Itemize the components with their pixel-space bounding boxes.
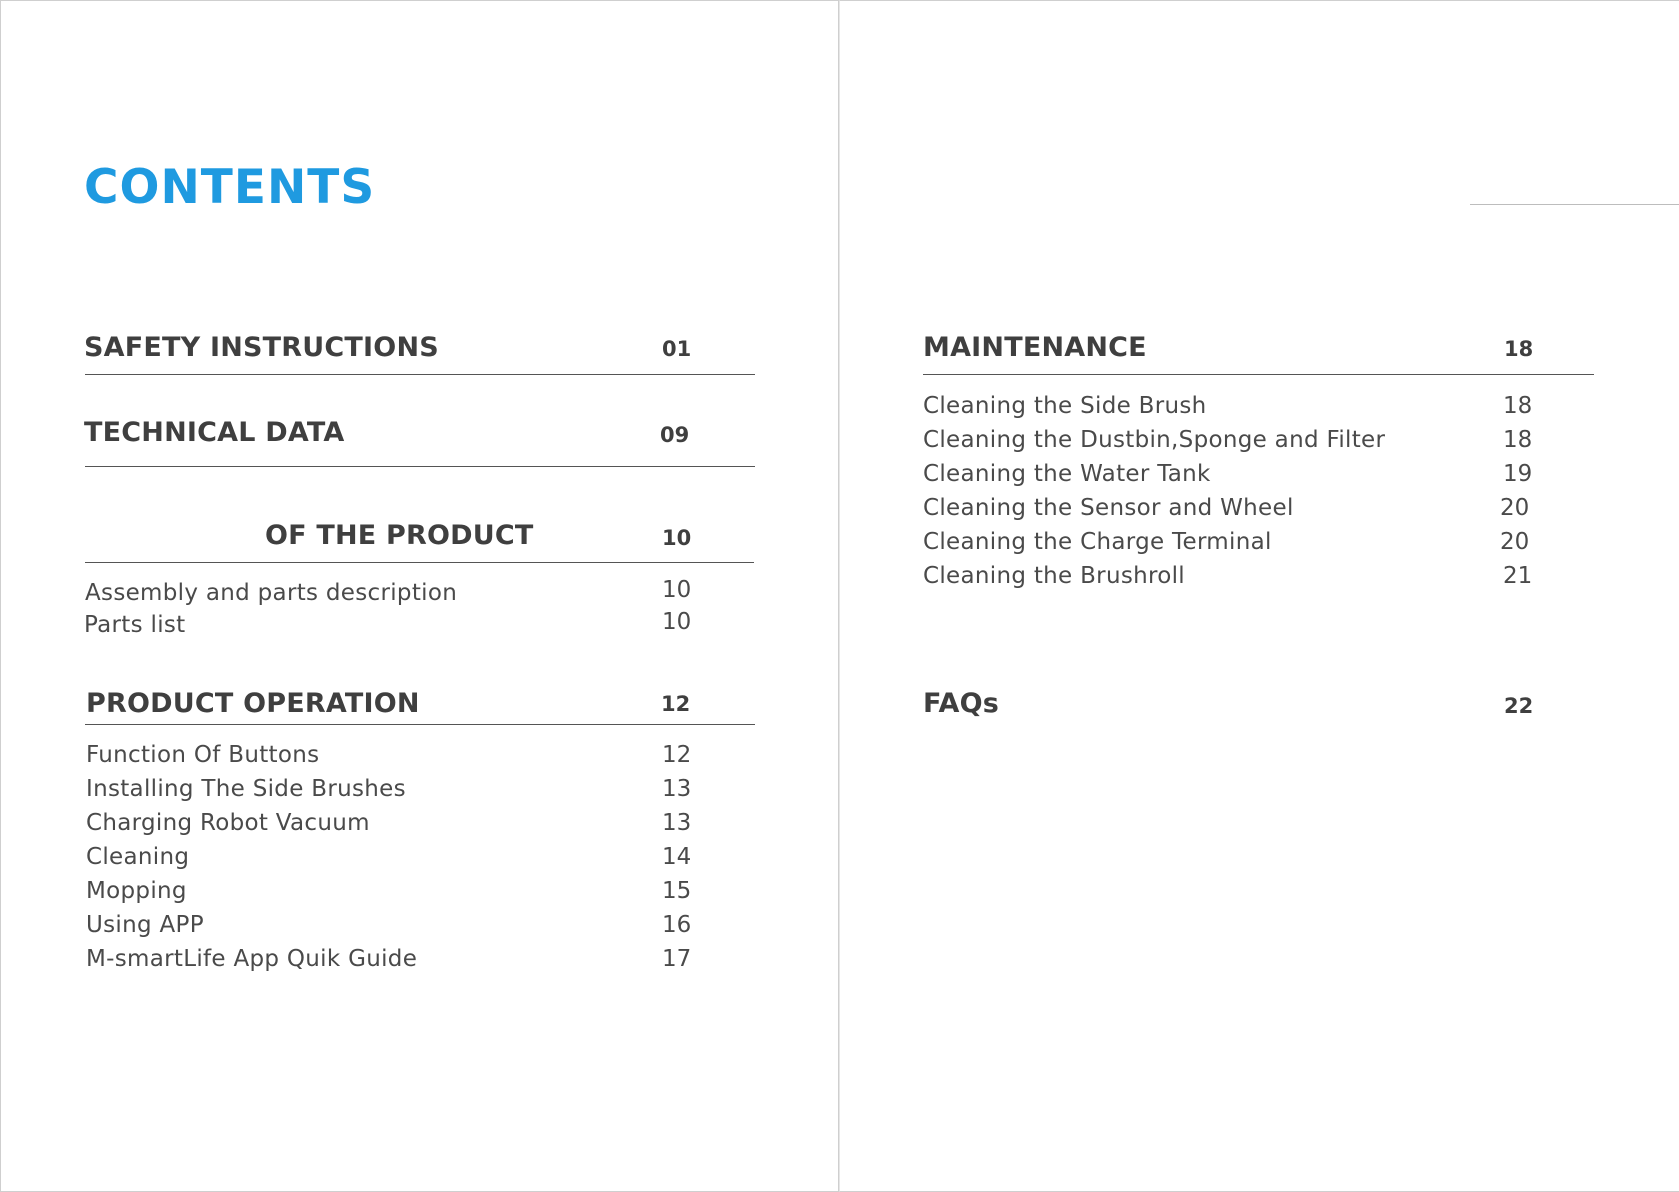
corner-decor-line xyxy=(1470,204,1679,205)
toc-item-cleaning-side-brush[interactable]: Cleaning the Side Brush xyxy=(923,393,1207,419)
toc-item-page: 14 xyxy=(662,844,692,870)
toc-item-page: 21 xyxy=(1503,563,1533,589)
toc-section-operation-page: 12 xyxy=(661,692,691,716)
toc-item-cleaning[interactable]: Cleaning xyxy=(86,844,190,870)
toc-item-page: 17 xyxy=(662,946,692,972)
section-divider xyxy=(85,724,755,725)
toc-section-product-page: 10 xyxy=(662,526,692,550)
toc-item-page: 19 xyxy=(1503,461,1533,487)
section-divider xyxy=(85,466,755,467)
toc-item-page: 16 xyxy=(662,912,692,938)
toc-item-cleaning-water-tank[interactable]: Cleaning the Water Tank xyxy=(923,461,1211,487)
toc-section-technical-page: 09 xyxy=(660,423,690,447)
toc-item-assembly[interactable]: Assembly and parts description xyxy=(85,580,458,606)
toc-item-installing-side-brushes[interactable]: Installing The Side Brushes xyxy=(86,776,406,802)
right-page xyxy=(839,0,1679,1192)
toc-item-function-of-buttons[interactable]: Function Of Buttons xyxy=(86,742,320,768)
toc-section-safety-page: 01 xyxy=(662,337,692,361)
toc-section-product-operation[interactable]: PRODUCT OPERATION xyxy=(86,688,420,719)
toc-section-technical-data[interactable]: TECHNICAL DATA xyxy=(84,417,345,448)
toc-item-page: 15 xyxy=(662,878,692,904)
toc-item-charging-robot-vacuum[interactable]: Charging Robot Vacuum xyxy=(86,810,370,836)
section-divider xyxy=(923,374,1594,375)
toc-item-cleaning-sensor-wheel[interactable]: Cleaning the Sensor and Wheel xyxy=(923,495,1294,521)
toc-item-cleaning-brushroll[interactable]: Cleaning the Brushroll xyxy=(923,563,1185,589)
toc-item-app-quick-guide[interactable]: M-smartLife App Quik Guide xyxy=(86,946,418,972)
toc-item-page: 18 xyxy=(1503,427,1533,453)
toc-item-page: 12 xyxy=(662,742,692,768)
toc-section-faqs-page: 22 xyxy=(1504,694,1534,718)
toc-item-page: 13 xyxy=(662,776,692,802)
toc-item-page: 13 xyxy=(662,810,692,836)
toc-item-parts-list[interactable]: Parts list xyxy=(84,612,186,638)
toc-item-page: 20 xyxy=(1500,529,1530,555)
toc-item-cleaning-dustbin[interactable]: Cleaning the Dustbin,Sponge and Filter xyxy=(923,427,1386,453)
toc-item-parts-list-page: 10 xyxy=(662,609,692,635)
section-divider xyxy=(85,374,755,375)
section-divider xyxy=(85,562,754,563)
toc-section-maintenance-page: 18 xyxy=(1504,337,1534,361)
toc-section-faqs[interactable]: FAQs xyxy=(923,688,1000,719)
toc-section-maintenance[interactable]: MAINTENANCE xyxy=(923,332,1147,363)
toc-section-safety-instructions[interactable]: SAFETY INSTRUCTIONS xyxy=(84,332,439,363)
page-title: CONTENTS xyxy=(84,160,376,215)
toc-item-page: 18 xyxy=(1503,393,1533,419)
toc-item-cleaning-charge-terminal[interactable]: Cleaning the Charge Terminal xyxy=(923,529,1272,555)
toc-item-using-app[interactable]: Using APP xyxy=(86,912,204,938)
toc-item-page: 20 xyxy=(1500,495,1530,521)
toc-item-assembly-page: 10 xyxy=(662,577,692,603)
toc-item-mopping[interactable]: Mopping xyxy=(86,878,187,904)
toc-section-of-the-product[interactable]: OF THE PRODUCT xyxy=(265,520,534,551)
